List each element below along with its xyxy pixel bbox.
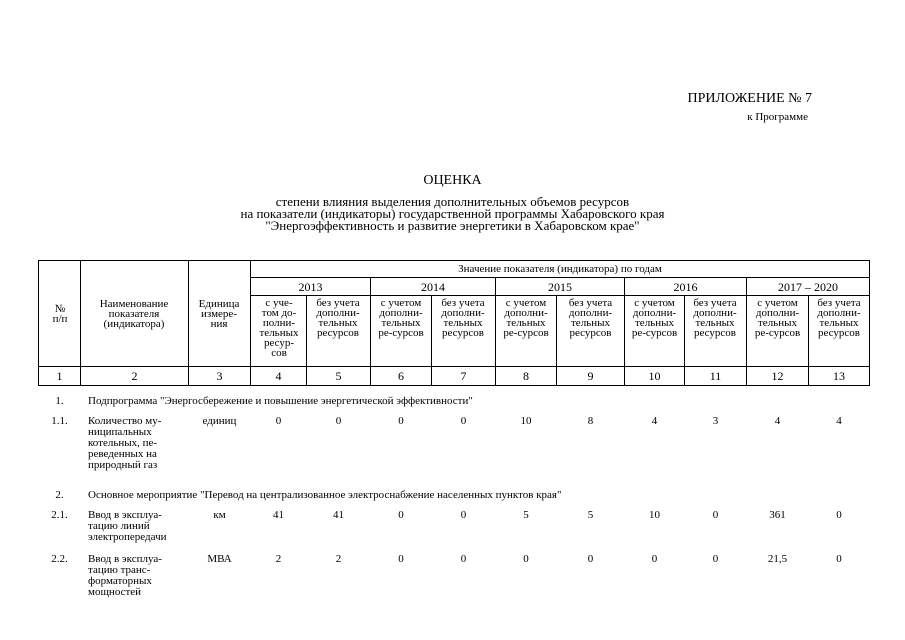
value-cell: 5: [523, 509, 529, 521]
document-subtitle-line: "Энергоэффективность и развитие энергетики в Хабаровском крае": [265, 218, 640, 233]
column-number: 9: [587, 369, 594, 383]
subheader-with-resources: с учетом дополни-тельных ре-сурсов: [378, 297, 424, 339]
column-number: 10: [648, 369, 661, 383]
column-number: 1: [56, 369, 63, 383]
indicator-name-line: реведенных на: [88, 448, 157, 460]
value-cell: 2: [335, 553, 342, 565]
appendix-label: ПРИЛОЖЕНИЕ № 7: [687, 91, 812, 106]
subheader-without-resources: без учета дополни-тельных ресурсов: [441, 297, 485, 339]
section-title: Основное мероприятие "Перевод на централизованное электроснабжение населенных пунктов края": [88, 489, 562, 501]
value-cell: 2: [275, 553, 282, 565]
value-cell: 0: [460, 415, 467, 427]
indicator-name-line: тацию транс-: [88, 564, 151, 576]
column-header-name: Наименование показателя (индикатора): [99, 297, 169, 330]
section-number: 2.: [55, 489, 64, 501]
value-cell: 10: [649, 509, 660, 521]
value-cell: 0: [398, 415, 404, 427]
column-number: 8: [523, 369, 529, 383]
subheader-without-resources: без учета дополни-тельных ресурсов: [316, 297, 360, 339]
indicator-name: [88, 554, 192, 598]
value-cell: 0: [398, 553, 404, 565]
year-header: 2017 – 2020: [778, 279, 838, 294]
value-cell: 361: [769, 509, 786, 521]
value-cell: 0: [836, 553, 842, 565]
value-cell: 0: [335, 415, 342, 427]
column-number: 13: [833, 369, 845, 383]
subheader-without-resources: без учета дополни-тельных ресурсов: [568, 297, 613, 339]
column-number: 3: [216, 369, 223, 383]
value-cell: 0: [460, 553, 467, 565]
value-cell: 3: [712, 415, 719, 427]
value-cell: 10: [520, 415, 532, 427]
appendix-sublabel: к Программе: [747, 111, 808, 123]
row-number: 1.1.: [51, 415, 68, 427]
subheader-with-resources: с учетом дополни-тельных ре-сурсов: [631, 297, 678, 339]
value-cell: 0: [712, 553, 719, 565]
table-line: [250, 295, 870, 296]
indicator-name-line: мощностей: [88, 586, 142, 598]
subheader-with-resources: с учетом дополни-тельных ре-сурсов: [503, 297, 549, 339]
column-number: 6: [398, 369, 404, 383]
value-cell: 0: [651, 553, 658, 565]
value-cell: 8: [587, 415, 594, 427]
section-title: Подпрограмма "Энергосбережение и повышение энергетической эффективности": [88, 395, 473, 407]
column-number: 4: [275, 369, 282, 383]
row-number: 2.1.: [51, 509, 68, 521]
indicator-name-line: электропередачи: [88, 531, 167, 543]
document-title: ОЦЕНКА: [423, 173, 482, 188]
value-cell: 0: [460, 509, 467, 521]
subheader-with-resources: с уче-том до-полни-тельных ресур-сов: [259, 297, 299, 359]
document-subtitle-line: степени влияния выделения дополнительных объемов ресурсов: [275, 194, 630, 209]
indicator-name-line: ниципальных: [88, 426, 152, 438]
year-header: 2013: [298, 279, 323, 294]
document-subtitle-line: на показатели (индикаторы) государственной программы Хабаровского края: [240, 206, 665, 221]
column-header-unit: Единица измере-ния: [198, 297, 240, 330]
column-number: 7: [460, 369, 467, 383]
indicator-name-line: природный газ: [88, 459, 158, 471]
unit-cell: единиц: [202, 415, 237, 427]
indicator-name: [88, 416, 192, 471]
subheader-without-resources: без учета дополни-тельных ресурсов: [693, 297, 737, 339]
value-cell: 0: [712, 509, 719, 521]
column-header-number: № п/п: [52, 302, 68, 325]
indicator-name-line: Количество му-: [88, 415, 162, 427]
year-header: 2015: [548, 279, 572, 294]
section-number: 1.: [55, 395, 64, 407]
values-header: Значение показателя (индикатора) по годам: [458, 263, 662, 275]
indicator-name-line: тацию линий: [88, 520, 150, 532]
column-number: 2: [131, 369, 138, 383]
column-number: 12: [771, 369, 784, 383]
indicator-name-line: Ввод в эксплуа-: [88, 553, 162, 565]
row-number: 2.2.: [51, 553, 68, 565]
table-line: [869, 260, 870, 386]
indicator-name: [88, 510, 192, 543]
value-cell: 41: [273, 509, 284, 521]
subheader-with-resources: с учетом дополни-тельных ре-сурсов: [754, 297, 801, 339]
value-cell: 4: [774, 415, 781, 427]
value-cell: 5: [587, 509, 594, 521]
value-cell: 41: [333, 509, 344, 521]
year-header: 2016: [673, 279, 698, 294]
unit-cell: МВА: [207, 553, 232, 565]
table-header: [38, 260, 870, 386]
column-number: 5: [335, 369, 342, 383]
value-cell: 0: [523, 553, 529, 565]
value-cell: 4: [836, 415, 842, 427]
indicator-name-line: форматорных: [88, 575, 152, 587]
unit-cell: км: [213, 509, 226, 521]
column-number: 11: [709, 369, 722, 383]
subheader-without-resources: без учета дополни-тельных ресурсов: [817, 297, 861, 339]
year-header: 2014: [421, 279, 445, 294]
value-cell: 21,5: [767, 553, 788, 565]
value-cell: 0: [587, 553, 594, 565]
indicator-name-line: Ввод в эксплуа-: [88, 509, 162, 521]
value-cell: 0: [398, 509, 404, 521]
value-cell: 0: [836, 509, 842, 521]
value-cell: 4: [651, 415, 658, 427]
indicator-name-line: котельных, пе-: [88, 437, 158, 449]
value-cell: 0: [275, 415, 282, 427]
